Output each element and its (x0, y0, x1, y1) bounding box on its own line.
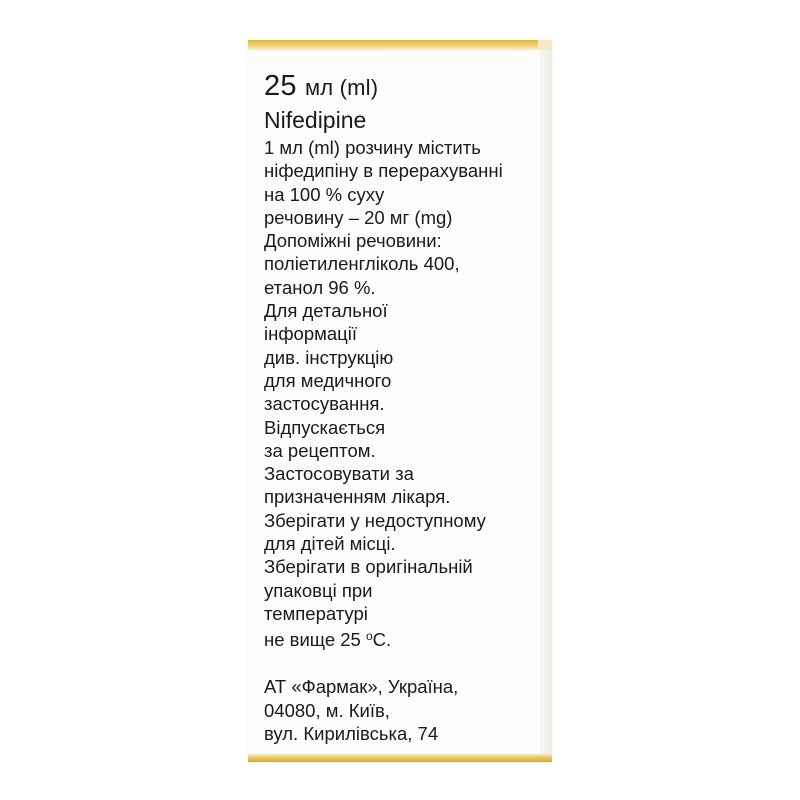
composition-and-instructions (264, 136, 539, 652)
package-volume (264, 70, 539, 104)
storage-temperature-line (264, 625, 539, 651)
label-line: за рецептом. (264, 439, 376, 461)
label-line: упаковці при (264, 579, 373, 601)
address-line: 04080, м. Київ, (264, 699, 390, 721)
label-line: Зберігати у недоступному (264, 509, 486, 531)
label-line: Відпускається (264, 416, 386, 438)
package-label-text (264, 70, 539, 652)
label-line: Зберігати в оригінальній (264, 556, 473, 578)
label-line: для медичного (264, 369, 392, 391)
label-line: етанол 96 %. (264, 276, 376, 298)
manufacturer-address (264, 675, 539, 746)
box-bottom-flap (248, 754, 552, 762)
label-line: на 100 % суху (264, 183, 385, 205)
address-line: АТ «Фармак», Україна, (264, 676, 459, 697)
label-line: Для детальної (264, 300, 388, 322)
label-line: речовину – 20 мг (mg) (264, 206, 453, 228)
drug-name: Nifedipine (264, 107, 367, 133)
label-line: застосування. (264, 393, 385, 415)
label-line: призначенням лікаря. (264, 486, 451, 508)
box-top-flap (248, 40, 552, 50)
label-line: 1 мл (ml) розчину містить (264, 137, 481, 158)
address-line: вул. Кирилівська, 74 (264, 723, 439, 744)
medicine-box-side-panel (248, 40, 552, 762)
volume-unit: мл (ml) (304, 75, 379, 100)
label-line: ніфедипіну в перерахуванні (264, 160, 503, 182)
label-line: див. інструкцію (264, 346, 394, 368)
label-line: температурі (264, 602, 368, 624)
label-line: Застосовувати за (264, 463, 414, 485)
degree-mark: о (365, 629, 373, 644)
label-line: для дітей місці. (264, 533, 396, 555)
label-line: Допоміжні речовини: (264, 230, 442, 252)
label-line: інформації (264, 323, 357, 345)
volume-number: 25 (264, 70, 297, 102)
label-line: поліетиленгліколь 400, (264, 253, 460, 275)
storage-temp-prefix: не вище 25 (264, 629, 366, 651)
box-right-edge (540, 50, 552, 754)
storage-temp-suffix: С. (372, 629, 392, 651)
